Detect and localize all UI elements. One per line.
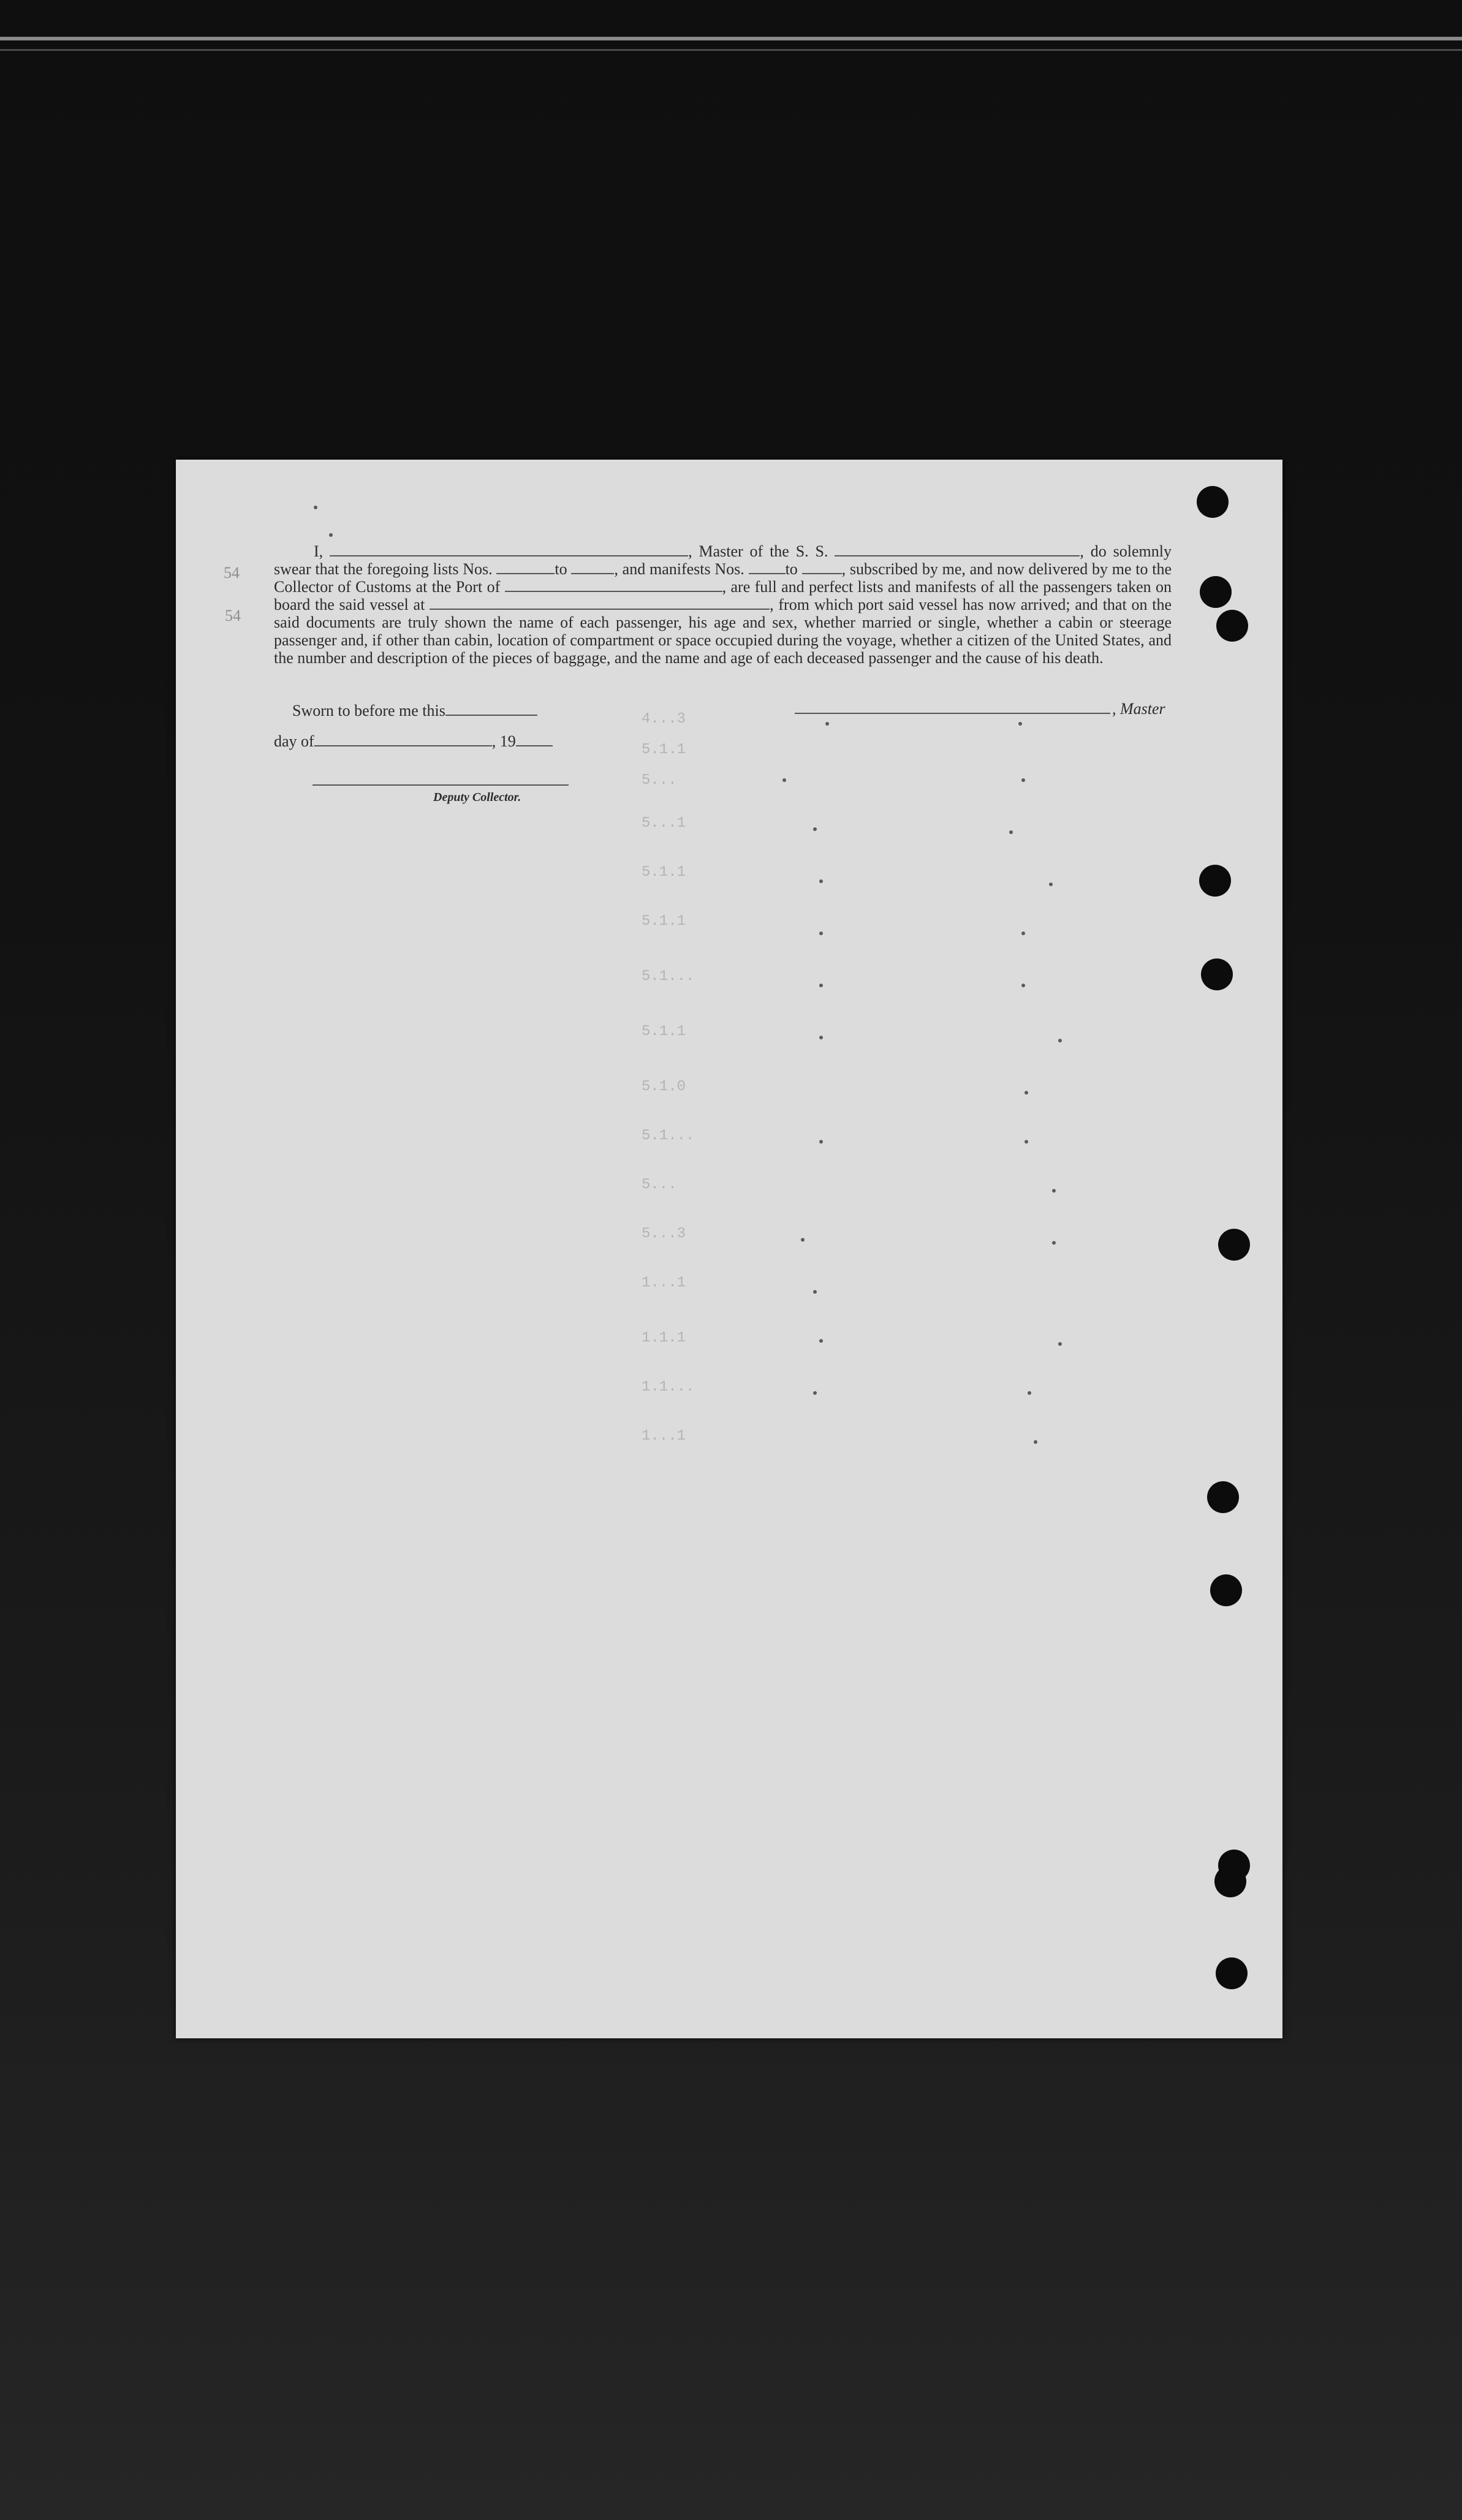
ink-speck (1018, 722, 1022, 726)
bleed-through-text: 5.1.1 (642, 742, 686, 758)
punch-hole (1201, 958, 1233, 990)
ink-speck (1025, 1140, 1028, 1144)
declaration-text: , from which port said vessel has now arrived; and that on the said documents are truly shown the name of each passenger, his age and sex, whether married or single, whether a cabin or steerage passenger and, if other than cabin, location of compartment or space occupied during the voyage, whether a citizen of the United States, and the number and description of the pieces of baggage, and the name and age of each deceased passenger and the cause of his death. (274, 596, 1172, 667)
bleed-through-text: 1...1 (642, 1428, 686, 1444)
ink-speck (1058, 1039, 1062, 1042)
ink-speck (825, 722, 829, 726)
film-edge-line-secondary (0, 49, 1462, 51)
deputy-signature-line (312, 784, 569, 786)
declaration-text: , and manifests Nos. (614, 560, 744, 578)
punch-hole (1218, 1229, 1250, 1261)
ink-speck (1034, 1440, 1037, 1444)
ink-speck (819, 1339, 823, 1343)
punch-hole (1214, 1865, 1246, 1897)
list-number-from-blank (496, 562, 555, 574)
master-label: , Master (1112, 700, 1165, 718)
film-edge-line (0, 37, 1462, 40)
bleed-through-text: 5.1.1 (642, 1023, 686, 1040)
month-blank (314, 734, 492, 746)
ink-speck (1009, 830, 1013, 834)
port-of-departure-blank (430, 598, 770, 610)
sworn-label: Sworn to before me this (292, 702, 445, 719)
ink-speck (1028, 1391, 1031, 1395)
declaration-text: , do solemnly swear that the foregoing lists Nos. (274, 542, 1172, 578)
manifest-number-from-blank (749, 562, 786, 574)
ink-speck (329, 533, 333, 537)
declaration-text: , subscribed by me, and now delivered by me to the Collector of Customs at the Port of (274, 560, 1172, 596)
punch-hole (1197, 486, 1229, 518)
ink-speck (1021, 778, 1025, 782)
margin-note: 54 (224, 564, 240, 582)
master-signature-line (795, 713, 1110, 714)
punch-hole (1200, 576, 1232, 608)
year-label: , 19 (491, 732, 516, 750)
ink-speck (1021, 984, 1025, 987)
deputy-collector-label: Deputy Collector. (433, 791, 521, 804)
ink-speck (782, 778, 786, 782)
bleed-through-text: 5... (642, 772, 677, 789)
declaration-text: to (785, 560, 798, 578)
sworn-date-blank (445, 704, 537, 716)
ink-speck (813, 1391, 817, 1395)
bleed-through-text: 4...3 (642, 711, 686, 727)
ink-speck (819, 879, 823, 883)
master-declaration-paragraph (274, 542, 1172, 667)
ink-speck (819, 984, 823, 987)
ink-speck (1021, 932, 1025, 935)
bleed-through-text: 5.1... (642, 1128, 695, 1144)
declaration-text: to (555, 560, 567, 578)
ink-speck (819, 1036, 823, 1039)
punch-hole (1210, 1574, 1242, 1606)
margin-note: 54 (225, 607, 241, 624)
ink-speck (801, 1238, 805, 1242)
punch-hole (1199, 865, 1231, 897)
port-of-arrival-blank (505, 580, 722, 592)
list-number-to-blank (571, 562, 614, 574)
bleed-through-text: 5... (642, 1177, 677, 1193)
day-of-label: day of (274, 732, 314, 750)
ink-speck (813, 827, 817, 831)
manifest-page (176, 460, 1282, 2038)
ink-speck (1049, 882, 1053, 886)
bleed-through-text: 1.1... (642, 1379, 695, 1395)
ink-speck (1052, 1189, 1056, 1193)
ink-speck (1052, 1241, 1056, 1245)
declaration-text: , Master of the S. S. (688, 542, 828, 560)
ink-speck (1025, 1091, 1028, 1095)
ink-speck (314, 506, 317, 509)
punch-hole (1216, 1957, 1248, 1989)
bleed-through-text: 5.1... (642, 968, 695, 985)
bleed-through-text: 5...1 (642, 815, 686, 832)
bleed-through-text: 5...3 (642, 1226, 686, 1242)
ink-speck (1058, 1342, 1062, 1346)
manifest-number-to-blank (802, 562, 842, 574)
bleed-through-text: 5.1.1 (642, 864, 686, 881)
master-name-blank (330, 544, 688, 556)
bleed-through-text: 1.1.1 (642, 1330, 686, 1346)
sworn-block (274, 702, 553, 763)
ink-speck (819, 1140, 823, 1144)
ink-speck (819, 932, 823, 935)
bleed-through-text: 5.1.1 (642, 913, 686, 930)
punch-hole (1216, 610, 1248, 642)
declaration-text: , are full and perfect lists and manifests of all the passengers taken on board the said vessel at (274, 578, 1172, 613)
bleed-through-text: 1...1 (642, 1275, 686, 1291)
punch-hole (1207, 1481, 1239, 1513)
declaration-text: I, (314, 542, 324, 560)
bleed-through-text: 5.1.0 (642, 1079, 686, 1095)
ink-speck (813, 1290, 817, 1294)
year-blank (516, 734, 553, 746)
ship-name-blank (835, 544, 1080, 556)
